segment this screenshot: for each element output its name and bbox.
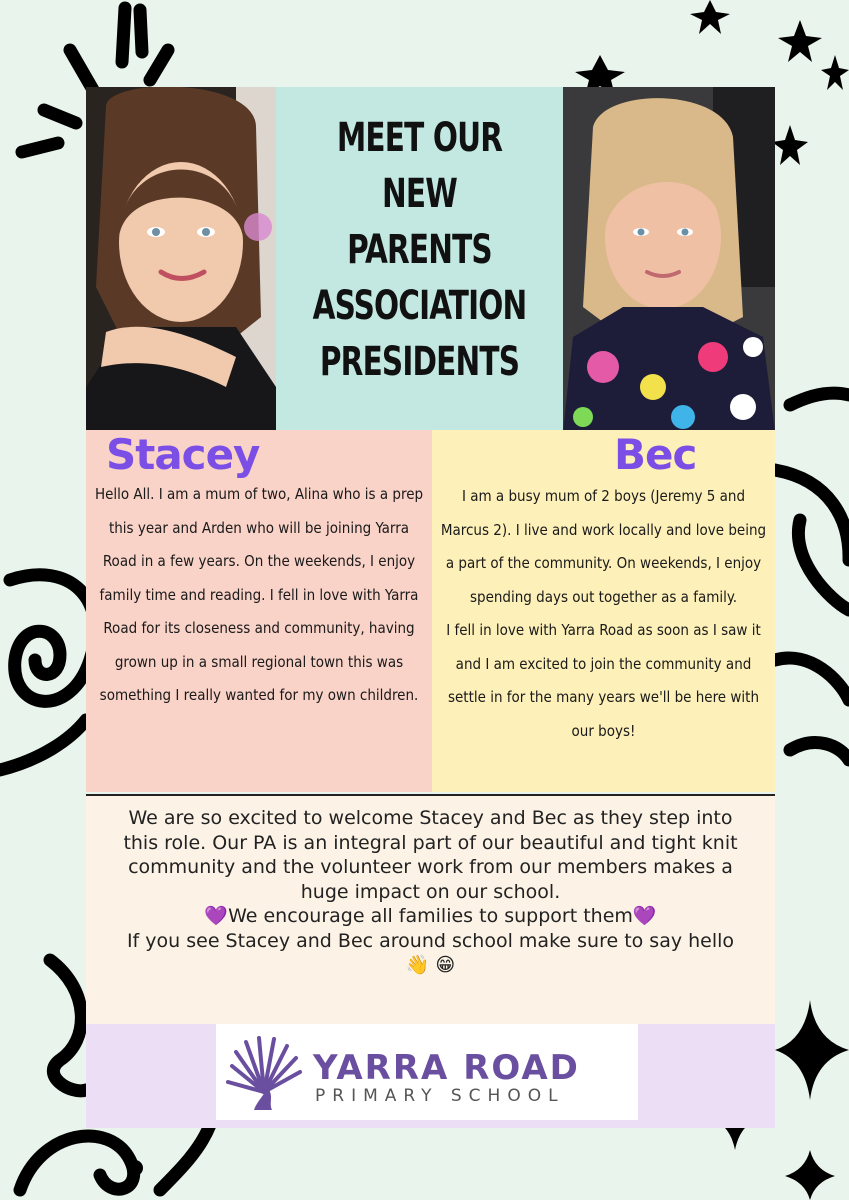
say-hello-line: If you see Stacey and Bec around school make sure to say hello 👋 😁 <box>126 929 735 976</box>
welcome-section <box>86 794 775 1026</box>
bec-section <box>432 430 775 792</box>
welcome-text <box>116 806 745 978</box>
bec-bio: I am a busy mum of 2 boys (Jeremy 5 and Marcus 2). I live and work locally and love being a part of the community. On weekends, I enjoy spending days out together as a family. I fell in love with Yarra Road as soon as I saw it and I am excited to join the community and settle in for the many years we'll be here with our boys! <box>440 487 767 740</box>
yarra-road-logo-icon <box>224 1036 304 1112</box>
school-logo <box>216 1024 638 1120</box>
stacey-photo <box>86 87 276 432</box>
logo-school-subtitle: PRIMARY SCHOOL <box>315 1086 565 1106</box>
title-panel <box>276 87 563 432</box>
bec-photo <box>563 87 775 432</box>
welcome-paragraph: We are so excited to welcome Stacey and Bec as they step into this role. Our PA is an integral part of our beautiful and tight knit community and the volunteer work from our members makes a huge impact on our school. <box>123 807 738 903</box>
stacey-section <box>86 430 432 792</box>
bec-name: Bec <box>614 430 697 479</box>
encourage-line: 💜We encourage all families to support them💜 <box>204 905 657 927</box>
logo-school-name: YARRA ROAD <box>313 1048 580 1088</box>
stacey-name: Stacey <box>106 430 260 479</box>
stacey-bio: Hello All. I am a mum of two, Alina who is a prep this year and Arden who will be joining Yarra Road in a few years. On the weekends, I enjoy family time and reading. I fell in love with Yarra Road for its closeness and community, having grown up in a small regional town this was something I really wanted for my own children. <box>94 485 424 704</box>
page-title: MEET OUR NEW PARENTS ASSOCIATION PRESIDENTS <box>312 114 527 385</box>
